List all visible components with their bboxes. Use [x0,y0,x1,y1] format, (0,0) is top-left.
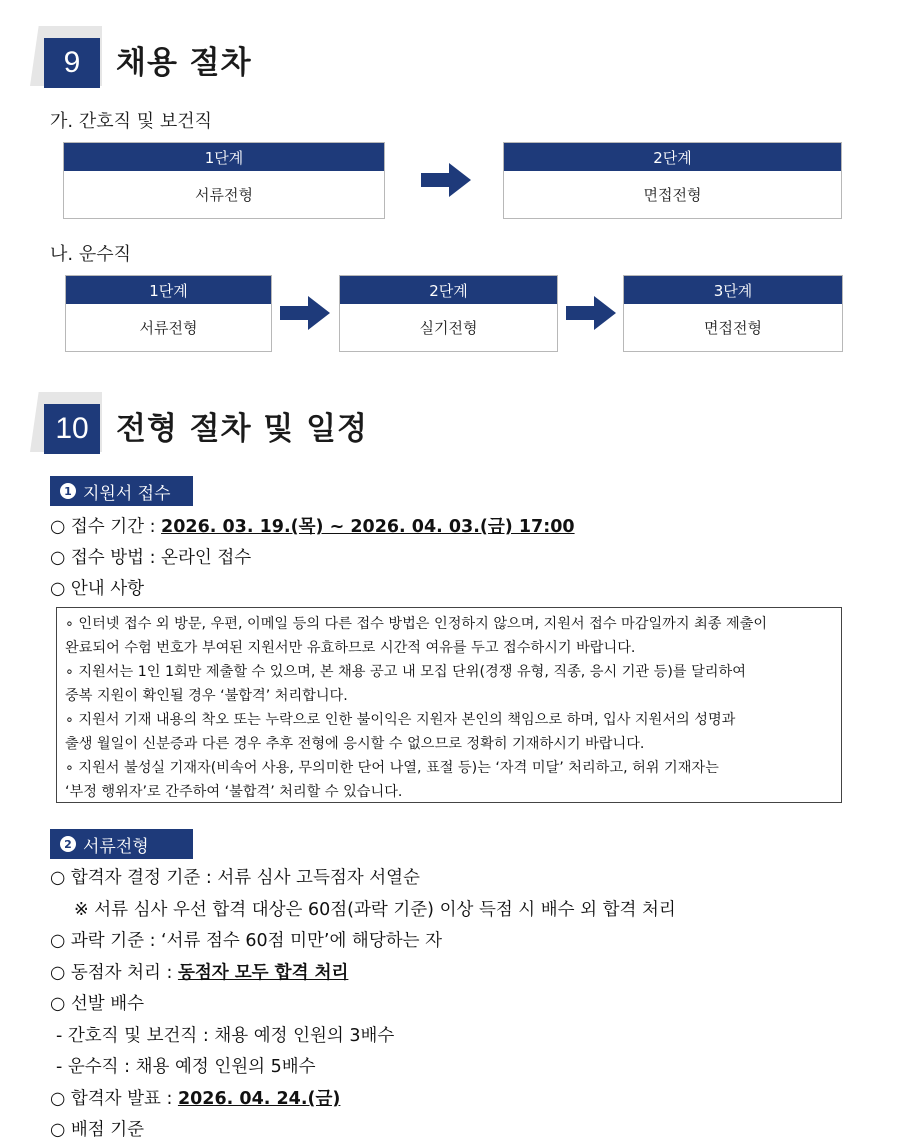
selection-multiple-nursing: - 간호직 및 보건직 : 채용 예정 인원의 3배수 [56,1026,395,1046]
section-title: 채용 절차 [116,45,252,81]
section-title: 전형 절차 및 일정 [116,411,368,447]
step-box [623,275,843,352]
step-stage: 2단계 [340,276,557,304]
step-box [339,275,558,352]
scoring-criteria: ○ 배점 기준 [50,1120,145,1140]
notice-line: 출생 월일이 신분증과 다른 경우 추후 전형에 응시할 수 없으므로 정확히 기재하시기 바랍니다. [65,736,645,752]
notice-line: 완료되어 수험 번호가 부여된 지원서만 유효하므로 시간적 여유를 두고 접수하시기 바랍니다. [65,640,636,656]
notice-title: ○ 안내 사항 [50,579,145,599]
step-box [503,142,842,219]
notice-line: ∘ 지원서는 1인 1회만 제출할 수 있으며, 본 채용 공고 내 모집 단위(경쟁 유형, 직종, 응시 기관 등)를 달리하여 [65,664,746,680]
step-stage: 2단계 [504,143,841,171]
step-name: 면접전형 [704,319,762,337]
arrow-right-icon [566,296,616,330]
pass-criteria-note: ※ 서류 심사 우선 합격 대상은 60점(과락 기준) 이상 득점 시 배수 외 합격 처리 [74,900,676,920]
application-period: ○ 접수 기간 : 2026. 03. 19.(목) ~ 2026. 04. 03.(금) 17:00 [50,517,575,537]
notice-line: ∘ 지원서 기재 내용의 착오 또는 누락으로 인한 불이익은 지원자 본인의 책임으로 하며, 입사 지원서의 성명과 [65,712,736,728]
notice-line: ∘ 지원서 불성실 기재자(비속어 사용, 무의미한 단어 나열, 표절 등)는 ‘자격 미달’ 처리하고, 허위 기재자는 [65,760,719,776]
announcement-date: ○ 합격자 발표 : 2026. 04. 24.(금) [50,1089,341,1109]
section-9-header [30,26,730,96]
step-box [65,275,272,352]
arrow-right-icon [421,163,471,197]
subsection-badge-document-screening [50,829,193,859]
step-name: 서류전형 [195,186,253,204]
selection-multiple: ○ 선발 배수 [50,994,145,1014]
step-stage: 3단계 [624,276,842,304]
step-stage: 1단계 [66,276,271,304]
step-box [63,142,385,219]
section-10-header [30,392,730,462]
step-name: 면접전형 [643,186,702,204]
cutoff-criteria: ○ 과락 기준 : ‘서류 점수 60점 미만’에 해당하는 자 [50,931,443,951]
step-stage: 1단계 [64,143,384,171]
group-a-label: 가. 간호직 및 보건직 [50,111,212,132]
subsection-badge-application [50,476,193,506]
tie-value: 동점자 모두 합격 처리 [177,963,349,983]
subsection-label: 지원서 접수 [83,483,171,504]
number-two-icon: 2 [60,836,76,852]
selection-multiple-transport: - 운수직 : 채용 예정 인원의 5배수 [56,1057,316,1077]
arrow-right-icon [280,296,330,330]
notice-box [56,607,842,803]
step-name: 실기전형 [419,319,478,337]
step-name: 서류전형 [139,319,198,337]
announcement-value: 2026. 04. 24.(금) [177,1089,341,1109]
subsection-label: 서류전형 [83,836,149,857]
group-b-label: 나. 운수직 [50,244,131,265]
tie-handling: ○ 동점자 처리 : 동점자 모두 합격 처리 [50,963,349,983]
notice-line: 중복 지원이 확인될 경우 ‘불합격’ 처리합니다. [65,688,348,704]
notice-line: ‘부정 행위자’로 간주하여 ‘불합격’ 처리할 수 있습니다. [65,784,403,800]
section-number: 9 [44,38,100,88]
pass-criteria: ○ 합격자 결정 기준 : 서류 심사 고득점자 서열순 [50,868,420,888]
period-value: 2026. 03. 19.(목) ~ 2026. 04. 03.(금) 17:00 [161,517,575,537]
section-number: 10 [44,404,100,454]
application-method: ○ 접수 방법 : 온라인 접수 [50,548,252,568]
notice-line: ∘ 인터넷 접수 외 방문, 우편, 이메일 등의 다른 접수 방법은 인정하지 않으며, 지원서 접수 마감일까지 최종 제출이 [65,616,768,632]
number-one-icon: 1 [60,483,76,499]
